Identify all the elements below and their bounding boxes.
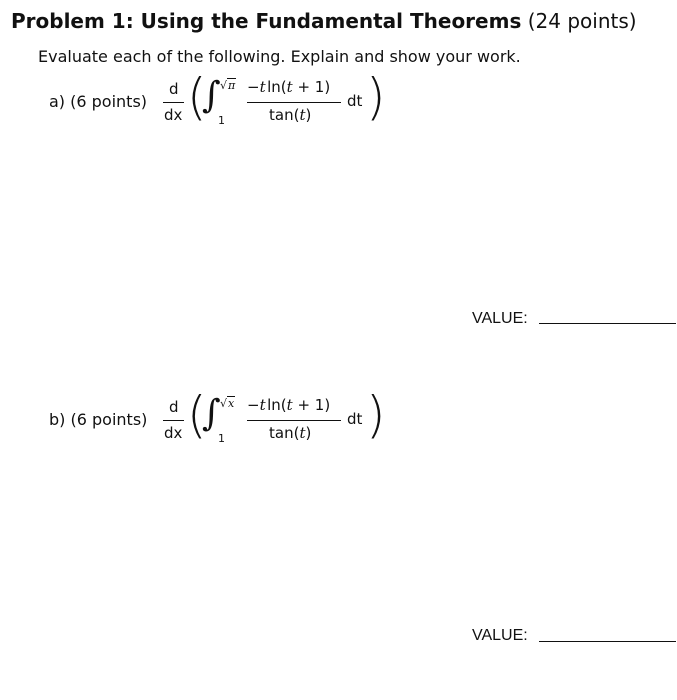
derivative-denominator: dx [164, 106, 183, 124]
upper-limit-radicand: π [228, 79, 236, 92]
problem-title [11, 9, 637, 33]
sqrt-symbol: √ [220, 79, 228, 92]
part-a-answer-blank[interactable] [539, 323, 676, 324]
upper-limit [220, 392, 235, 411]
lower-limit: 1 [218, 432, 225, 445]
lower-limit: 1 [218, 114, 225, 127]
integrand-denominator: tan(t) [269, 424, 312, 442]
right-paren: ) [366, 386, 386, 444]
sqrt-symbol: √ [220, 397, 228, 410]
part-b [0, 388, 677, 468]
problem-total-points: (24 points) [527, 9, 637, 33]
part-a-value-label: VALUE: [472, 310, 528, 327]
part-b-answer-blank[interactable] [539, 641, 676, 642]
problem-title-text: Problem 1: Using the Fundamental Theorems [11, 9, 522, 33]
differential: dt [347, 410, 363, 428]
derivative-numerator: d [169, 398, 179, 416]
part-points: (6 points) [70, 410, 148, 429]
part-b-value-label: VALUE: [472, 627, 528, 644]
upper-limit-radicand: x [228, 397, 235, 410]
right-paren: ) [366, 68, 386, 126]
integral-sign: ∫ [202, 75, 221, 116]
part-a-label [49, 92, 147, 111]
integral-sign: ∫ [202, 393, 221, 434]
left-paren: ( [187, 68, 207, 126]
minus-sign: − [247, 78, 260, 96]
differential: dt [347, 92, 363, 110]
minus-sign: − [247, 396, 260, 414]
derivative-denominator: dx [164, 424, 183, 442]
derivative-numerator: d [169, 80, 179, 98]
instructions: Evaluate each of the following. Explain and show your work. [38, 47, 521, 66]
part-label: b) [49, 410, 66, 429]
part-label: a) [49, 92, 66, 111]
part-a [0, 70, 677, 150]
part-points: (6 points) [70, 92, 148, 111]
integrand-numerator: −t ln(t + 1) [247, 78, 331, 96]
integrand-denominator: tan(t) [269, 106, 312, 124]
integrand-numerator: −t ln(t + 1) [247, 396, 331, 414]
part-b-label [49, 410, 147, 429]
left-paren: ( [187, 386, 207, 444]
upper-limit [220, 74, 236, 93]
